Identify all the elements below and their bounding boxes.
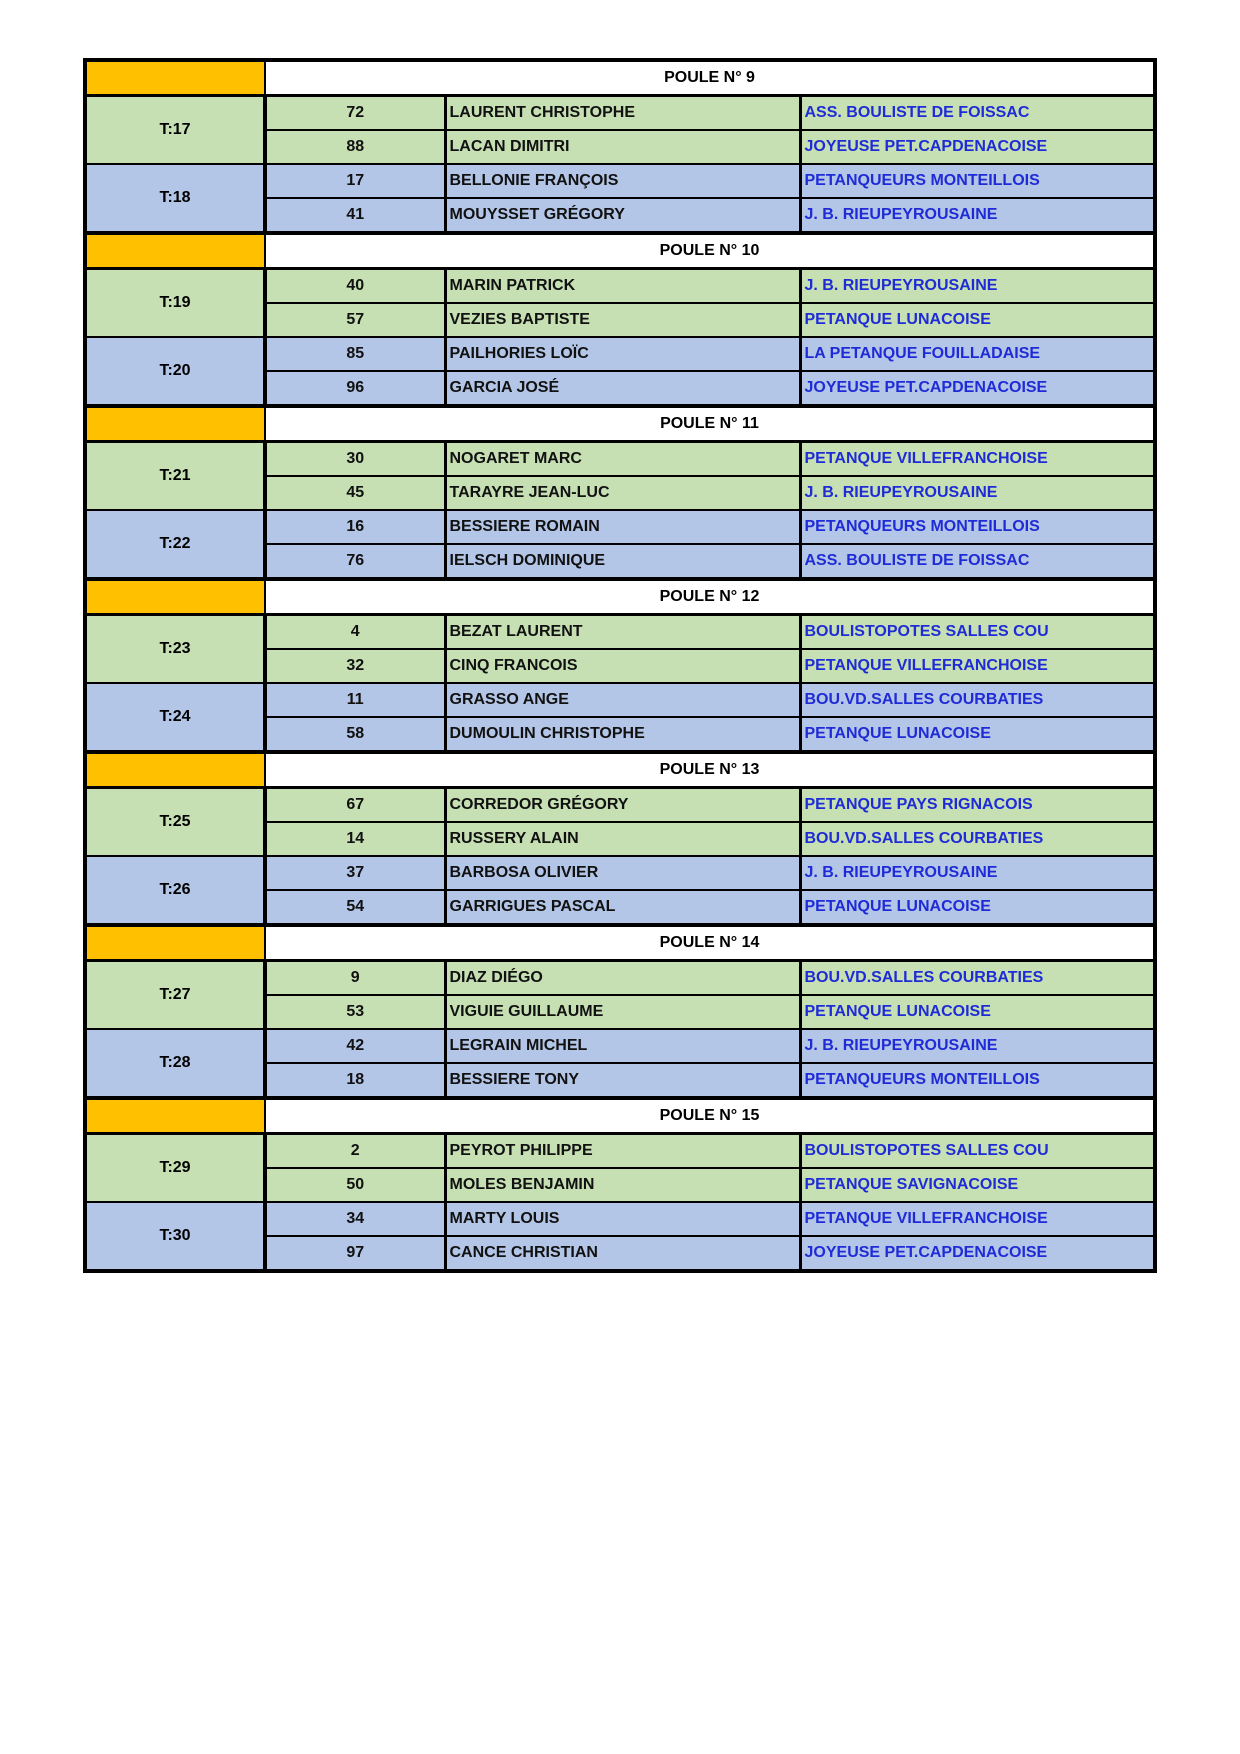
player-name: LACAN DIMITRI xyxy=(445,130,800,164)
player-name: VEZIES BAPTISTE xyxy=(445,303,800,337)
player-club: J. B. RIEUPEYROUSAINE xyxy=(800,856,1155,890)
poule-title: POULE N° 11 xyxy=(265,406,1155,442)
poule-header-row xyxy=(85,1098,1155,1134)
player-number: 72 xyxy=(265,96,445,131)
player-number: 45 xyxy=(265,476,445,510)
player-name: MARIN PATRICK xyxy=(445,269,800,304)
player-number: 88 xyxy=(265,130,445,164)
table-label: T:28 xyxy=(85,1029,265,1098)
player-number: 76 xyxy=(265,544,445,579)
poule-header-row xyxy=(85,406,1155,442)
player-club: J. B. RIEUPEYROUSAINE xyxy=(800,476,1155,510)
player-row xyxy=(85,442,1155,477)
player-row xyxy=(85,683,1155,717)
poule-marker-cell xyxy=(85,1098,265,1134)
player-number: 41 xyxy=(265,198,445,233)
table-label: T:22 xyxy=(85,510,265,579)
player-number: 17 xyxy=(265,164,445,198)
table-label: T:26 xyxy=(85,856,265,925)
player-row xyxy=(85,961,1155,996)
player-club: BOU.VD.SALLES COURBATIES xyxy=(800,822,1155,856)
player-number: 97 xyxy=(265,1236,445,1271)
player-club: JOYEUSE PET.CAPDENACOISE xyxy=(800,1236,1155,1271)
player-name: TARAYRE JEAN-LUC xyxy=(445,476,800,510)
poule-marker-cell xyxy=(85,233,265,269)
poule-marker-cell xyxy=(85,60,265,96)
player-number: 30 xyxy=(265,442,445,477)
poule-marker-cell xyxy=(85,406,265,442)
poule-header-row xyxy=(85,752,1155,788)
table-label: T:24 xyxy=(85,683,265,752)
player-name: LAURENT CHRISTOPHE xyxy=(445,96,800,131)
player-row xyxy=(85,164,1155,198)
player-club: J. B. RIEUPEYROUSAINE xyxy=(800,1029,1155,1063)
player-club: PETANQUE LUNACOISE xyxy=(800,303,1155,337)
player-club: JOYEUSE PET.CAPDENACOISE xyxy=(800,130,1155,164)
poule-draw-body xyxy=(85,60,1155,1271)
player-name: VIGUIE GUILLAUME xyxy=(445,995,800,1029)
player-name: BARBOSA OLIVIER xyxy=(445,856,800,890)
player-row xyxy=(85,615,1155,650)
player-name: DUMOULIN CHRISTOPHE xyxy=(445,717,800,752)
player-row xyxy=(85,337,1155,371)
player-number: 54 xyxy=(265,890,445,925)
player-club: PETANQUE VILLEFRANCHOISE xyxy=(800,1202,1155,1236)
player-name: GRASSO ANGE xyxy=(445,683,800,717)
player-number: 50 xyxy=(265,1168,445,1202)
player-name: BESSIERE TONY xyxy=(445,1063,800,1098)
player-number: 34 xyxy=(265,1202,445,1236)
poule-title: POULE N° 15 xyxy=(265,1098,1155,1134)
player-name: BEZAT LAURENT xyxy=(445,615,800,650)
player-club: J. B. RIEUPEYROUSAINE xyxy=(800,269,1155,304)
player-name: CANCE CHRISTIAN xyxy=(445,1236,800,1271)
player-name: MOLES BENJAMIN xyxy=(445,1168,800,1202)
player-row xyxy=(85,1202,1155,1236)
player-row xyxy=(85,510,1155,544)
table-label: T:21 xyxy=(85,442,265,511)
player-number: 4 xyxy=(265,615,445,650)
poule-title: POULE N° 13 xyxy=(265,752,1155,788)
player-club: BOU.VD.SALLES COURBATIES xyxy=(800,683,1155,717)
table-label: T:27 xyxy=(85,961,265,1030)
table-label: T:18 xyxy=(85,164,265,233)
player-name: PAILHORIES LOÏC xyxy=(445,337,800,371)
player-club: PETANQUEURS MONTEILLOIS xyxy=(800,510,1155,544)
player-club: BOULISTOPOTES SALLES COU xyxy=(800,1134,1155,1169)
player-name: BELLONIE FRANÇOIS xyxy=(445,164,800,198)
player-name: MARTY LOUIS xyxy=(445,1202,800,1236)
player-club: LA PETANQUE FOUILLADAISE xyxy=(800,337,1155,371)
player-club: PETANQUEURS MONTEILLOIS xyxy=(800,1063,1155,1098)
player-club: BOULISTOPOTES SALLES COU xyxy=(800,615,1155,650)
player-number: 11 xyxy=(265,683,445,717)
player-name: BESSIERE ROMAIN xyxy=(445,510,800,544)
table-label: T:20 xyxy=(85,337,265,406)
player-club: PETANQUE LUNACOISE xyxy=(800,890,1155,925)
poule-title: POULE N° 10 xyxy=(265,233,1155,269)
player-club: PETANQUE SAVIGNACOISE xyxy=(800,1168,1155,1202)
poule-header-row xyxy=(85,925,1155,961)
table-label: T:19 xyxy=(85,269,265,338)
poule-marker-cell xyxy=(85,925,265,961)
poule-marker-cell xyxy=(85,752,265,788)
table-label: T:17 xyxy=(85,96,265,165)
player-number: 9 xyxy=(265,961,445,996)
table-label: T:30 xyxy=(85,1202,265,1271)
player-row xyxy=(85,269,1155,304)
player-row xyxy=(85,1029,1155,1063)
poule-title: POULE N° 12 xyxy=(265,579,1155,615)
poule-header-row xyxy=(85,60,1155,96)
player-name: LEGRAIN MICHEL xyxy=(445,1029,800,1063)
poule-header-row xyxy=(85,233,1155,269)
poule-draw-table xyxy=(83,58,1157,1273)
table-label: T:29 xyxy=(85,1134,265,1203)
player-number: 16 xyxy=(265,510,445,544)
poule-header-row xyxy=(85,579,1155,615)
player-number: 96 xyxy=(265,371,445,406)
player-row xyxy=(85,788,1155,823)
player-club: PETANQUE VILLEFRANCHOISE xyxy=(800,649,1155,683)
player-name: PEYROT PHILIPPE xyxy=(445,1134,800,1169)
player-club: ASS. BOULISTE DE FOISSAC xyxy=(800,96,1155,131)
player-club: PETANQUE LUNACOISE xyxy=(800,717,1155,752)
player-name: CINQ FRANCOIS xyxy=(445,649,800,683)
player-row xyxy=(85,96,1155,131)
player-number: 53 xyxy=(265,995,445,1029)
player-name: NOGARET MARC xyxy=(445,442,800,477)
player-club: PETANQUE LUNACOISE xyxy=(800,995,1155,1029)
player-number: 58 xyxy=(265,717,445,752)
player-number: 14 xyxy=(265,822,445,856)
player-name: MOUYSSET GRÉGORY xyxy=(445,198,800,233)
player-number: 2 xyxy=(265,1134,445,1169)
table-label: T:23 xyxy=(85,615,265,684)
player-row xyxy=(85,1134,1155,1169)
poule-title: POULE N° 14 xyxy=(265,925,1155,961)
player-number: 42 xyxy=(265,1029,445,1063)
player-number: 57 xyxy=(265,303,445,337)
player-name: GARRIGUES PASCAL xyxy=(445,890,800,925)
player-number: 67 xyxy=(265,788,445,823)
player-number: 85 xyxy=(265,337,445,371)
poule-marker-cell xyxy=(85,579,265,615)
table-label: T:25 xyxy=(85,788,265,857)
player-club: JOYEUSE PET.CAPDENACOISE xyxy=(800,371,1155,406)
player-name: RUSSERY ALAIN xyxy=(445,822,800,856)
player-number: 18 xyxy=(265,1063,445,1098)
player-club: BOU.VD.SALLES COURBATIES xyxy=(800,961,1155,996)
player-club: J. B. RIEUPEYROUSAINE xyxy=(800,198,1155,233)
player-number: 37 xyxy=(265,856,445,890)
player-club: PETANQUEURS MONTEILLOIS xyxy=(800,164,1155,198)
player-club: PETANQUE VILLEFRANCHOISE xyxy=(800,442,1155,477)
player-name: IELSCH DOMINIQUE xyxy=(445,544,800,579)
player-club: ASS. BOULISTE DE FOISSAC xyxy=(800,544,1155,579)
poule-title: POULE N° 9 xyxy=(265,60,1155,96)
player-number: 32 xyxy=(265,649,445,683)
player-row xyxy=(85,856,1155,890)
player-number: 40 xyxy=(265,269,445,304)
player-name: GARCIA JOSÉ xyxy=(445,371,800,406)
player-club: PETANQUE PAYS RIGNACOIS xyxy=(800,788,1155,823)
player-name: DIAZ DIÉGO xyxy=(445,961,800,996)
player-name: CORREDOR GRÉGORY xyxy=(445,788,800,823)
